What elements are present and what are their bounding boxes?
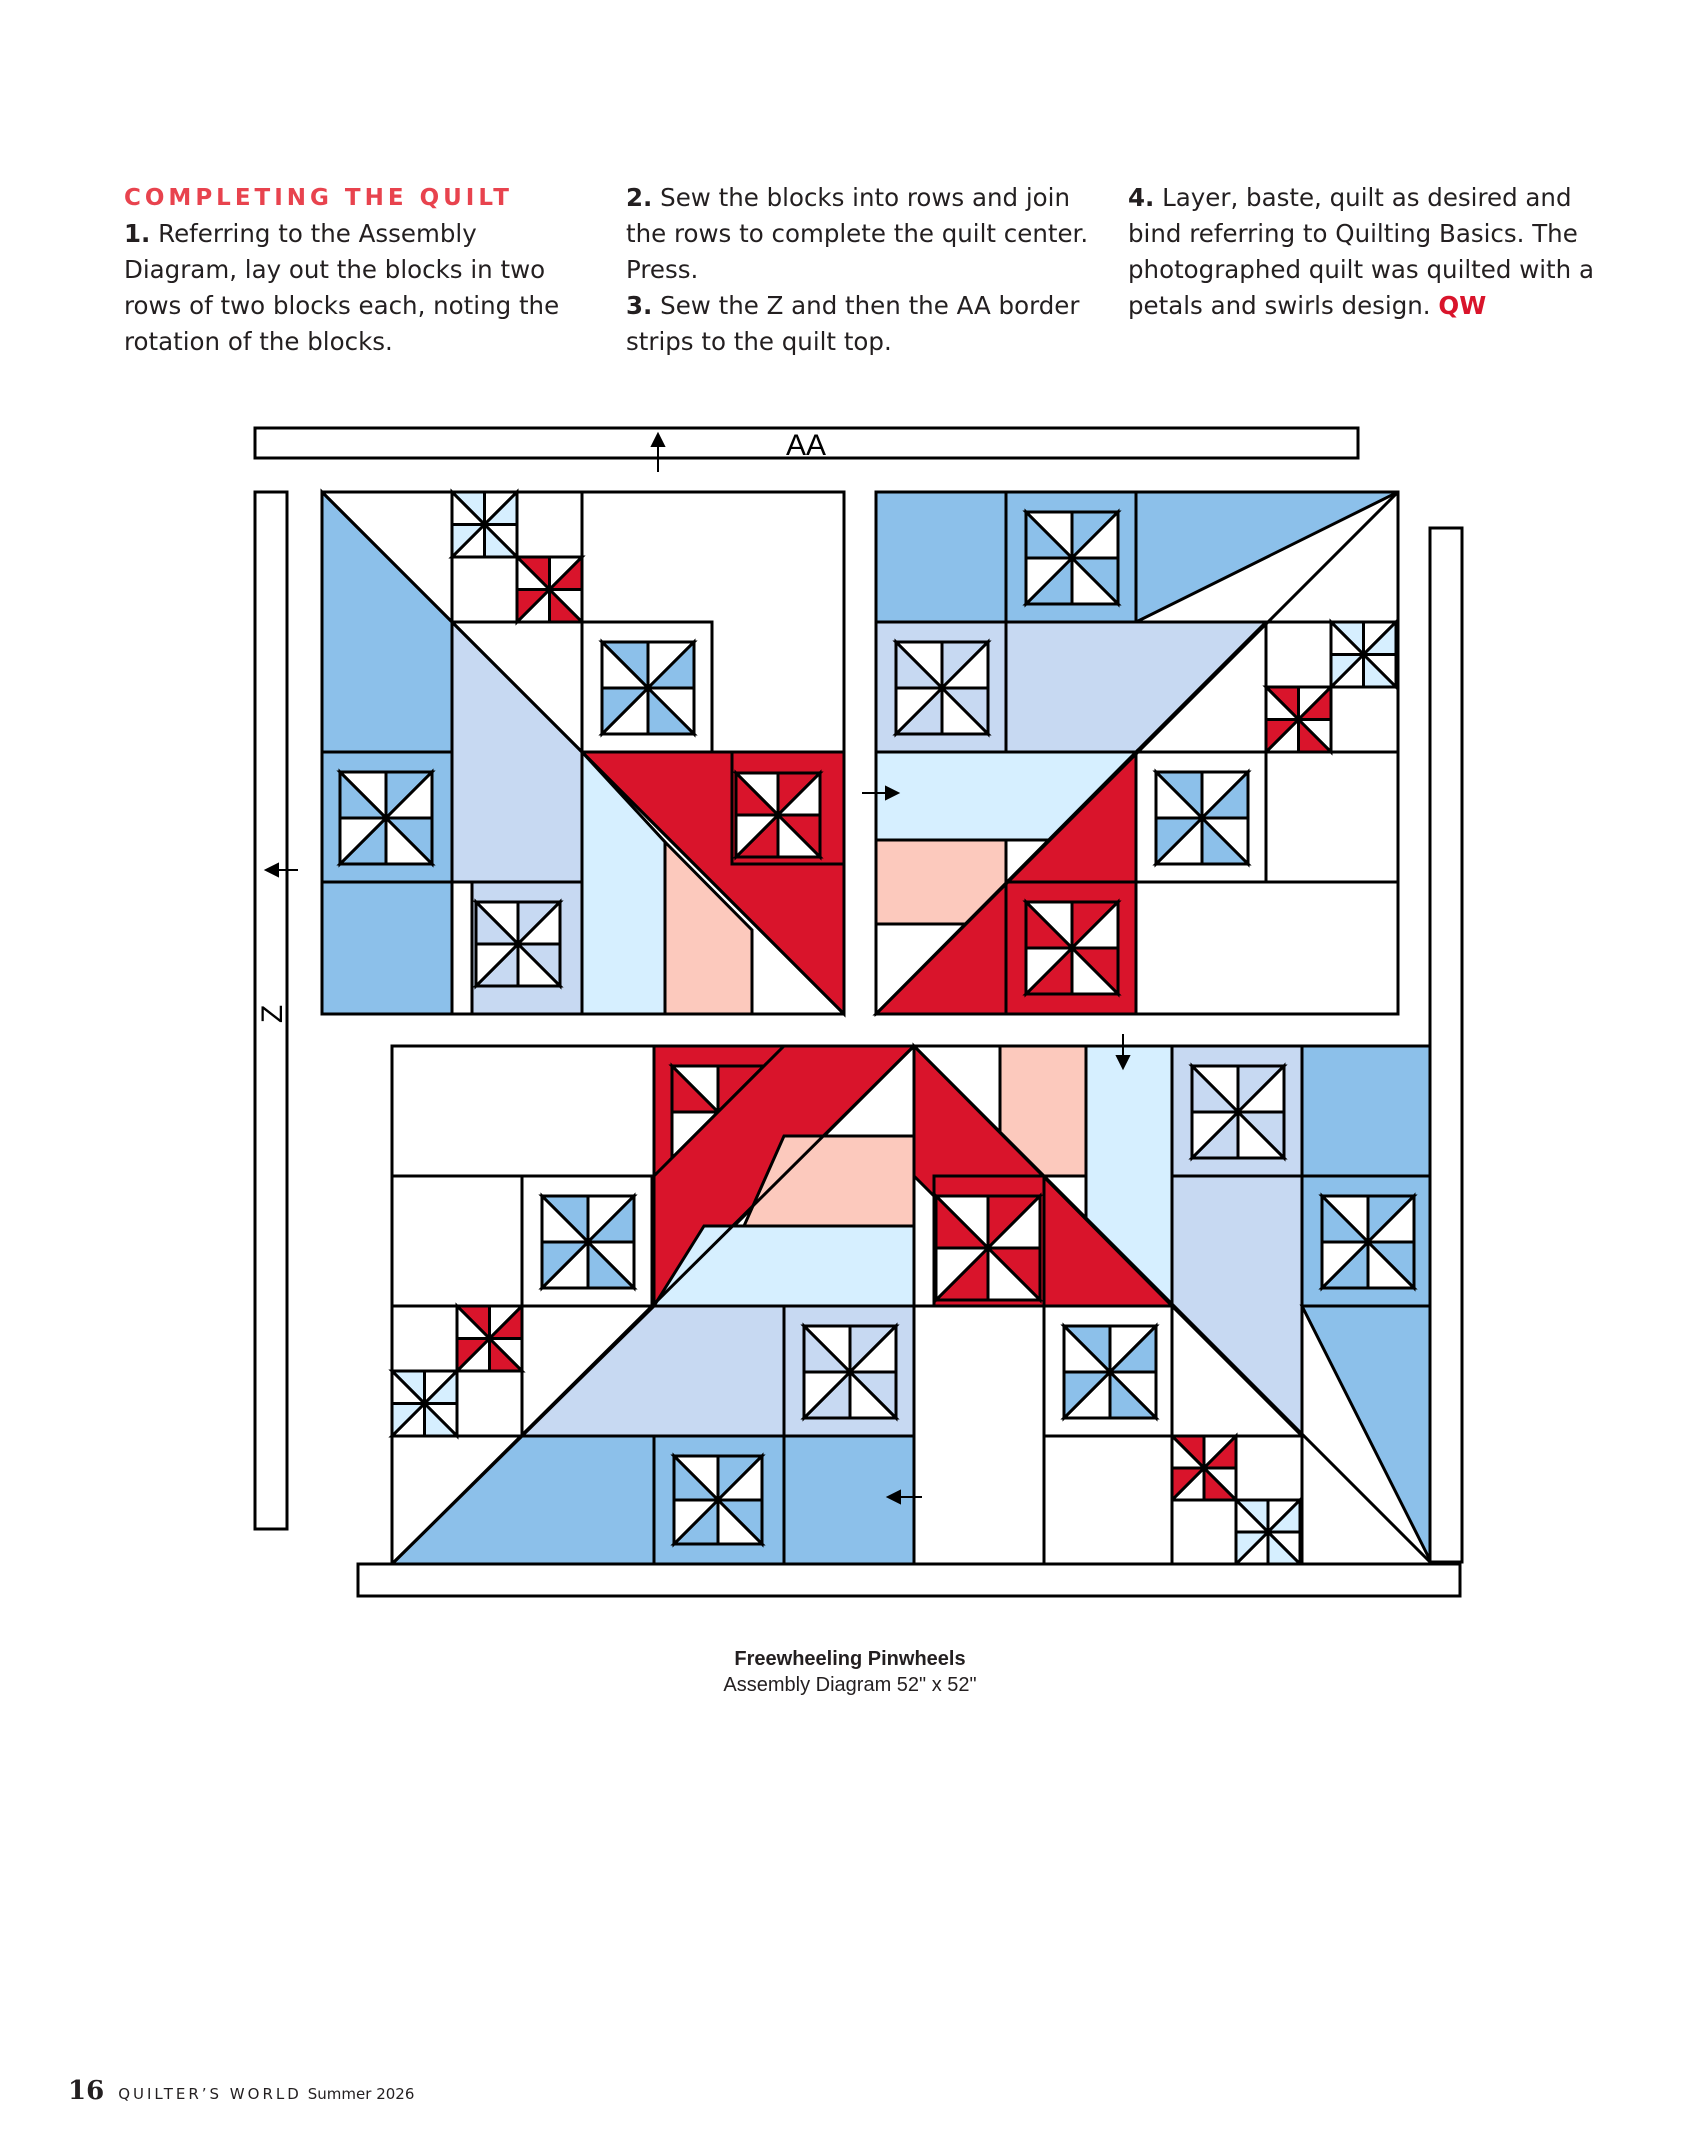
qw-end-mark: QW <box>1438 291 1487 320</box>
page-number: 16 <box>68 2076 105 2106</box>
page-footer <box>68 2076 414 2106</box>
block3-white-rect <box>392 1046 654 1176</box>
block1-blue-square <box>322 882 452 1014</box>
caption-subtitle: Assembly Diagram 52" x 52" <box>723 1674 977 1696</box>
step-1: 1. Referring to the Assembly Diagram, lay out the blocks in two rows of two blocks each, noting the rotation of the blocks. <box>124 219 560 356</box>
section-heading: COMPLETING THE QUILT <box>124 185 513 211</box>
block2-white-rect <box>1136 882 1398 1014</box>
step-3: 3. Sew the Z and then the AA border strips to the quilt top. <box>626 291 1080 356</box>
block4-white-rect <box>914 1306 1044 1564</box>
border-z-strip-right <box>1430 528 1462 1562</box>
diagram-caption <box>0 1646 1700 1698</box>
step-2: 2. Sew the blocks into rows and join the rows to complete the quilt center. Press. <box>626 183 1089 284</box>
block2-blue-square <box>876 492 1006 622</box>
step-4: 4. Layer, baste, quilt as desired and bind referring to Quilting Basics. The photographed quilt was quilted with a petals and swirls design. QW <box>1128 183 1594 320</box>
border-aa-strip-bottom <box>358 1564 1460 1596</box>
block4-blue-square <box>1302 1046 1432 1176</box>
quilt-blocks <box>322 492 1432 1564</box>
border-z-label: Z <box>256 1004 289 1024</box>
border-aa-label: AA <box>785 429 827 462</box>
caption-title: Freewheeling Pinwheels <box>734 1648 966 1670</box>
magazine-name: QUILTER’S WORLD <box>118 2085 302 2103</box>
issue-date: Summer 2026 <box>307 2085 415 2103</box>
block4-white-square-2 <box>1044 1436 1172 1564</box>
block3-white-square <box>392 1176 522 1306</box>
